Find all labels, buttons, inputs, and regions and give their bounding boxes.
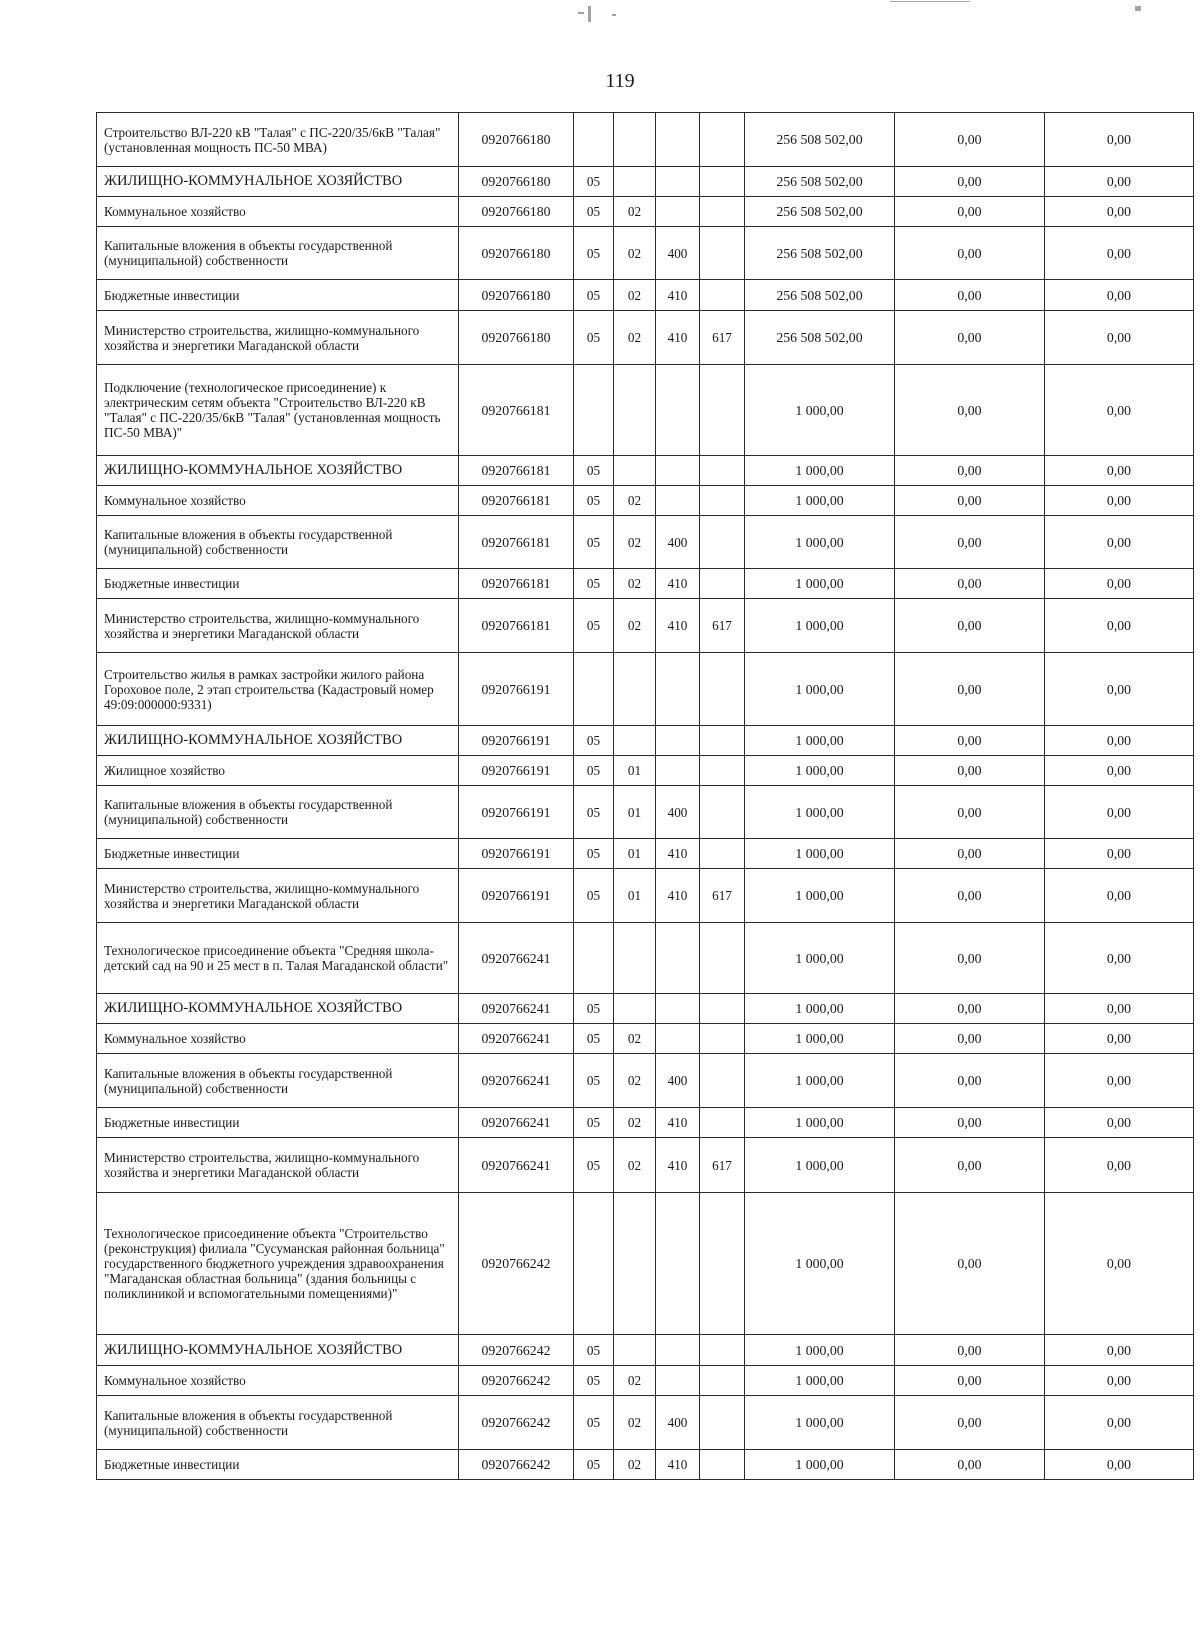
target-code: 0920766180 bbox=[459, 197, 574, 227]
manager-code: 617 bbox=[700, 311, 745, 365]
amount-year-3: 0,00 bbox=[1045, 113, 1194, 167]
amount-year-3: 0,00 bbox=[1045, 365, 1194, 456]
row-name: Министерство строительства, жилищно-коммунального хозяйства и энергетики Магаданской области bbox=[97, 599, 459, 653]
table-row bbox=[97, 653, 1194, 726]
table-row bbox=[97, 1193, 1194, 1335]
amount-year-1: 1 000,00 bbox=[745, 1450, 895, 1480]
amount-year-2: 0,00 bbox=[895, 1054, 1045, 1108]
target-code: 0920766242 bbox=[459, 1396, 574, 1450]
subsection-code bbox=[614, 923, 656, 994]
expense-type-code: 410 bbox=[656, 839, 700, 869]
row-name: Капитальные вложения в объекты государственной (муниципальной) собственности bbox=[97, 227, 459, 280]
subsection-code: 02 bbox=[614, 1024, 656, 1054]
expense-type-code: 400 bbox=[656, 227, 700, 280]
row-name: Технологическое присоединение объекта "Средняя школа-детский сад на 90 и 25 мест в п. Талая Магаданской области" bbox=[97, 923, 459, 994]
section-code: 05 bbox=[574, 1366, 614, 1396]
amount-year-3: 0,00 bbox=[1045, 869, 1194, 923]
section-code bbox=[574, 653, 614, 726]
table-row bbox=[97, 227, 1194, 280]
section-code: 05 bbox=[574, 786, 614, 839]
section-code: 05 bbox=[574, 486, 614, 516]
manager-code bbox=[700, 1108, 745, 1138]
amount-year-3: 0,00 bbox=[1045, 653, 1194, 726]
amount-year-2: 0,00 bbox=[895, 1193, 1045, 1335]
manager-code bbox=[700, 1450, 745, 1480]
expense-type-code: 410 bbox=[656, 569, 700, 599]
section-code: 05 bbox=[574, 197, 614, 227]
amount-year-2: 0,00 bbox=[895, 756, 1045, 786]
subsection-code: 02 bbox=[614, 227, 656, 280]
expense-type-code bbox=[656, 365, 700, 456]
manager-code bbox=[700, 1335, 745, 1366]
section-code: 05 bbox=[574, 456, 614, 486]
section-code bbox=[574, 923, 614, 994]
row-name: Коммунальное хозяйство bbox=[97, 486, 459, 516]
subsection-code bbox=[614, 1335, 656, 1366]
expense-type-code bbox=[656, 726, 700, 756]
row-name: Бюджетные инвестиции bbox=[97, 1450, 459, 1480]
row-name: Строительство ВЛ-220 кВ "Талая" с ПС-220/35/6кВ "Талая" (установленная мощность ПС-50 МВА) bbox=[97, 113, 459, 167]
amount-year-3: 0,00 bbox=[1045, 1193, 1194, 1335]
amount-year-3: 0,00 bbox=[1045, 923, 1194, 994]
table-row bbox=[97, 1396, 1194, 1450]
expense-type-code bbox=[656, 113, 700, 167]
section-code: 05 bbox=[574, 1138, 614, 1193]
amount-year-1: 1 000,00 bbox=[745, 786, 895, 839]
expense-type-code: 410 bbox=[656, 599, 700, 653]
target-code: 0920766241 bbox=[459, 923, 574, 994]
amount-year-2: 0,00 bbox=[895, 227, 1045, 280]
row-name: Бюджетные инвестиции bbox=[97, 1108, 459, 1138]
amount-year-2: 0,00 bbox=[895, 869, 1045, 923]
section-code: 05 bbox=[574, 227, 614, 280]
subsection-code: 02 bbox=[614, 1054, 656, 1108]
expense-type-code: 400 bbox=[656, 516, 700, 569]
row-name: Бюджетные инвестиции bbox=[97, 280, 459, 311]
expense-type-code bbox=[656, 756, 700, 786]
amount-year-3: 0,00 bbox=[1045, 786, 1194, 839]
section-code: 05 bbox=[574, 569, 614, 599]
section-code: 05 bbox=[574, 839, 614, 869]
expense-type-code: 400 bbox=[656, 1054, 700, 1108]
subsection-code: 02 bbox=[614, 311, 656, 365]
amount-year-2: 0,00 bbox=[895, 1366, 1045, 1396]
amount-year-2: 0,00 bbox=[895, 599, 1045, 653]
target-code: 0920766241 bbox=[459, 1054, 574, 1108]
section-code bbox=[574, 1193, 614, 1335]
amount-year-1: 1 000,00 bbox=[745, 486, 895, 516]
amount-year-3: 0,00 bbox=[1045, 1366, 1194, 1396]
target-code: 0920766181 bbox=[459, 456, 574, 486]
amount-year-1: 256 508 502,00 bbox=[745, 227, 895, 280]
subsection-code bbox=[614, 113, 656, 167]
manager-code bbox=[700, 726, 745, 756]
amount-year-2: 0,00 bbox=[895, 1108, 1045, 1138]
amount-year-3: 0,00 bbox=[1045, 1450, 1194, 1480]
row-name: Технологическое присоединение объекта "Строительство (реконструкция) филиала "Сусуманская районная больница" государственного бюджетного учреждения здравоохранения "Магаданская областная больница" (здания больницы с поликлиникой и вспомогательными помещениями)" bbox=[97, 1193, 459, 1335]
row-name: Бюджетные инвестиции bbox=[97, 839, 459, 869]
section-code: 05 bbox=[574, 1450, 614, 1480]
subsection-code bbox=[614, 1193, 656, 1335]
amount-year-2: 0,00 bbox=[895, 1138, 1045, 1193]
target-code: 0920766191 bbox=[459, 786, 574, 839]
manager-code bbox=[700, 786, 745, 839]
subsection-code: 02 bbox=[614, 197, 656, 227]
amount-year-3: 0,00 bbox=[1045, 1335, 1194, 1366]
amount-year-1: 256 508 502,00 bbox=[745, 311, 895, 365]
target-code: 0920766180 bbox=[459, 280, 574, 311]
amount-year-3: 0,00 bbox=[1045, 1024, 1194, 1054]
amount-year-1: 256 508 502,00 bbox=[745, 113, 895, 167]
table-row bbox=[97, 1108, 1194, 1138]
target-code: 0920766181 bbox=[459, 599, 574, 653]
target-code: 0920766242 bbox=[459, 1450, 574, 1480]
amount-year-2: 0,00 bbox=[895, 365, 1045, 456]
subsection-code bbox=[614, 365, 656, 456]
amount-year-1: 1 000,00 bbox=[745, 1193, 895, 1335]
table-row bbox=[97, 1024, 1194, 1054]
manager-code bbox=[700, 569, 745, 599]
amount-year-3: 0,00 bbox=[1045, 569, 1194, 599]
subsection-code: 02 bbox=[614, 1108, 656, 1138]
manager-code bbox=[700, 653, 745, 726]
amount-year-2: 0,00 bbox=[895, 311, 1045, 365]
row-name: Капитальные вложения в объекты государственной (муниципальной) собственности bbox=[97, 516, 459, 569]
amount-year-1: 1 000,00 bbox=[745, 839, 895, 869]
row-name: ЖИЛИЩНО-КОММУНАЛЬНОЕ ХОЗЯЙСТВО bbox=[97, 1335, 459, 1366]
section-code: 05 bbox=[574, 599, 614, 653]
amount-year-1: 1 000,00 bbox=[745, 599, 895, 653]
manager-code bbox=[700, 839, 745, 869]
amount-year-3: 0,00 bbox=[1045, 994, 1194, 1024]
row-name: Бюджетные инвестиции bbox=[97, 569, 459, 599]
scan-speck bbox=[588, 6, 591, 22]
subsection-code: 02 bbox=[614, 516, 656, 569]
expense-type-code bbox=[656, 653, 700, 726]
manager-code bbox=[700, 280, 745, 311]
row-name: Коммунальное хозяйство bbox=[97, 1366, 459, 1396]
amount-year-2: 0,00 bbox=[895, 839, 1045, 869]
amount-year-1: 256 508 502,00 bbox=[745, 197, 895, 227]
manager-code bbox=[700, 113, 745, 167]
target-code: 0920766191 bbox=[459, 726, 574, 756]
expense-type-code bbox=[656, 486, 700, 516]
scan-speck bbox=[578, 12, 584, 14]
amount-year-1: 1 000,00 bbox=[745, 869, 895, 923]
table-row bbox=[97, 869, 1194, 923]
manager-code bbox=[700, 1396, 745, 1450]
section-code: 05 bbox=[574, 516, 614, 569]
section-code: 05 bbox=[574, 1024, 614, 1054]
manager-code bbox=[700, 923, 745, 994]
amount-year-1: 1 000,00 bbox=[745, 653, 895, 726]
subsection-code bbox=[614, 456, 656, 486]
target-code: 0920766191 bbox=[459, 869, 574, 923]
expense-type-code: 410 bbox=[656, 1138, 700, 1193]
section-code bbox=[574, 113, 614, 167]
expense-type-code: 400 bbox=[656, 786, 700, 839]
target-code: 0920766181 bbox=[459, 516, 574, 569]
target-code: 0920766241 bbox=[459, 1138, 574, 1193]
section-code: 05 bbox=[574, 280, 614, 311]
target-code: 0920766241 bbox=[459, 1024, 574, 1054]
subsection-code: 02 bbox=[614, 569, 656, 599]
manager-code bbox=[700, 227, 745, 280]
subsection-code: 02 bbox=[614, 1450, 656, 1480]
expense-type-code: 410 bbox=[656, 1108, 700, 1138]
amount-year-1: 1 000,00 bbox=[745, 1054, 895, 1108]
table-row bbox=[97, 599, 1194, 653]
expense-type-code bbox=[656, 1335, 700, 1366]
amount-year-2: 0,00 bbox=[895, 486, 1045, 516]
section-code: 05 bbox=[574, 167, 614, 197]
manager-code bbox=[700, 1054, 745, 1108]
amount-year-1: 1 000,00 bbox=[745, 1108, 895, 1138]
scan-speck bbox=[1135, 6, 1141, 11]
amount-year-2: 0,00 bbox=[895, 786, 1045, 839]
manager-code: 617 bbox=[700, 1138, 745, 1193]
table-row bbox=[97, 1450, 1194, 1480]
manager-code bbox=[700, 994, 745, 1024]
amount-year-2: 0,00 bbox=[895, 456, 1045, 486]
table-row bbox=[97, 756, 1194, 786]
target-code: 0920766181 bbox=[459, 569, 574, 599]
expense-type-code bbox=[656, 994, 700, 1024]
manager-code: 617 bbox=[700, 869, 745, 923]
amount-year-2: 0,00 bbox=[895, 994, 1045, 1024]
table-row bbox=[97, 786, 1194, 839]
amount-year-2: 0,00 bbox=[895, 1450, 1045, 1480]
amount-year-3: 0,00 bbox=[1045, 227, 1194, 280]
amount-year-1: 256 508 502,00 bbox=[745, 167, 895, 197]
expense-type-code bbox=[656, 167, 700, 197]
table-row bbox=[97, 839, 1194, 869]
subsection-code: 02 bbox=[614, 599, 656, 653]
subsection-code: 02 bbox=[614, 1138, 656, 1193]
amount-year-2: 0,00 bbox=[895, 1396, 1045, 1450]
subsection-code bbox=[614, 994, 656, 1024]
table-row bbox=[97, 1138, 1194, 1193]
subsection-code: 02 bbox=[614, 280, 656, 311]
row-name: Капитальные вложения в объекты государственной (муниципальной) собственности bbox=[97, 1054, 459, 1108]
row-name: Коммунальное хозяйство bbox=[97, 1024, 459, 1054]
table-row bbox=[97, 113, 1194, 167]
section-code: 05 bbox=[574, 1335, 614, 1366]
expense-type-code: 400 bbox=[656, 1396, 700, 1450]
amount-year-3: 0,00 bbox=[1045, 167, 1194, 197]
table-row bbox=[97, 365, 1194, 456]
amount-year-2: 0,00 bbox=[895, 197, 1045, 227]
amount-year-3: 0,00 bbox=[1045, 486, 1194, 516]
subsection-code: 01 bbox=[614, 839, 656, 869]
table-row bbox=[97, 456, 1194, 486]
table-row bbox=[97, 167, 1194, 197]
section-code: 05 bbox=[574, 1108, 614, 1138]
scan-speck bbox=[612, 14, 616, 16]
table-row bbox=[97, 923, 1194, 994]
amount-year-3: 0,00 bbox=[1045, 456, 1194, 486]
amount-year-2: 0,00 bbox=[895, 113, 1045, 167]
manager-code bbox=[700, 1366, 745, 1396]
table-row bbox=[97, 311, 1194, 365]
amount-year-1: 256 508 502,00 bbox=[745, 280, 895, 311]
amount-year-2: 0,00 bbox=[895, 1335, 1045, 1366]
amount-year-3: 0,00 bbox=[1045, 1108, 1194, 1138]
target-code: 0920766180 bbox=[459, 311, 574, 365]
target-code: 0920766191 bbox=[459, 839, 574, 869]
manager-code bbox=[700, 1193, 745, 1335]
subsection-code: 01 bbox=[614, 786, 656, 839]
amount-year-1: 1 000,00 bbox=[745, 994, 895, 1024]
subsection-code: 02 bbox=[614, 486, 656, 516]
amount-year-3: 0,00 bbox=[1045, 839, 1194, 869]
row-name: Министерство строительства, жилищно-коммунального хозяйства и энергетики Магаданской области bbox=[97, 869, 459, 923]
expense-type-code: 410 bbox=[656, 311, 700, 365]
expense-type-code bbox=[656, 1366, 700, 1396]
amount-year-3: 0,00 bbox=[1045, 311, 1194, 365]
table-row bbox=[97, 994, 1194, 1024]
amount-year-1: 1 000,00 bbox=[745, 1396, 895, 1450]
row-name: ЖИЛИЩНО-КОММУНАЛЬНОЕ ХОЗЯЙСТВО bbox=[97, 456, 459, 486]
row-name: Министерство строительства, жилищно-коммунального хозяйства и энергетики Магаданской области bbox=[97, 1138, 459, 1193]
amount-year-1: 1 000,00 bbox=[745, 569, 895, 599]
section-code bbox=[574, 365, 614, 456]
amount-year-3: 0,00 bbox=[1045, 1396, 1194, 1450]
section-code: 05 bbox=[574, 726, 614, 756]
row-name: Строительство жилья в рамках застройки жилого района Гороховое поле, 2 этап строительства (Кадастровый номер 49:09:000000:9331) bbox=[97, 653, 459, 726]
amount-year-2: 0,00 bbox=[895, 516, 1045, 569]
table-row bbox=[97, 486, 1194, 516]
amount-year-2: 0,00 bbox=[895, 923, 1045, 994]
manager-code bbox=[700, 167, 745, 197]
amount-year-1: 1 000,00 bbox=[745, 1335, 895, 1366]
section-code: 05 bbox=[574, 311, 614, 365]
amount-year-3: 0,00 bbox=[1045, 516, 1194, 569]
manager-code: 617 bbox=[700, 599, 745, 653]
row-name: Коммунальное хозяйство bbox=[97, 197, 459, 227]
expense-type-code: 410 bbox=[656, 1450, 700, 1480]
row-name: ЖИЛИЩНО-КОММУНАЛЬНОЕ ХОЗЯЙСТВО bbox=[97, 167, 459, 197]
expense-type-code bbox=[656, 197, 700, 227]
amount-year-1: 1 000,00 bbox=[745, 1138, 895, 1193]
section-code: 05 bbox=[574, 869, 614, 923]
target-code: 0920766241 bbox=[459, 1108, 574, 1138]
row-name: Капитальные вложения в объекты государственной (муниципальной) собственности bbox=[97, 1396, 459, 1450]
row-name: Жилищное хозяйство bbox=[97, 756, 459, 786]
manager-code bbox=[700, 456, 745, 486]
section-code: 05 bbox=[574, 1054, 614, 1108]
amount-year-1: 1 000,00 bbox=[745, 365, 895, 456]
amount-year-1: 1 000,00 bbox=[745, 756, 895, 786]
subsection-code bbox=[614, 726, 656, 756]
amount-year-2: 0,00 bbox=[895, 653, 1045, 726]
amount-year-2: 0,00 bbox=[895, 569, 1045, 599]
row-name: ЖИЛИЩНО-КОММУНАЛЬНОЕ ХОЗЯЙСТВО bbox=[97, 726, 459, 756]
table-row bbox=[97, 726, 1194, 756]
amount-year-2: 0,00 bbox=[895, 280, 1045, 311]
table-row bbox=[97, 569, 1194, 599]
amount-year-3: 0,00 bbox=[1045, 726, 1194, 756]
amount-year-1: 1 000,00 bbox=[745, 1366, 895, 1396]
expense-type-code bbox=[656, 923, 700, 994]
table-row bbox=[97, 1335, 1194, 1366]
amount-year-1: 1 000,00 bbox=[745, 456, 895, 486]
target-code: 0920766191 bbox=[459, 653, 574, 726]
subsection-code bbox=[614, 167, 656, 197]
expense-type-code: 410 bbox=[656, 869, 700, 923]
manager-code bbox=[700, 756, 745, 786]
amount-year-3: 0,00 bbox=[1045, 756, 1194, 786]
table-row bbox=[97, 280, 1194, 311]
amount-year-2: 0,00 bbox=[895, 167, 1045, 197]
subsection-code: 01 bbox=[614, 869, 656, 923]
budget-table bbox=[96, 112, 1194, 1480]
amount-year-3: 0,00 bbox=[1045, 599, 1194, 653]
target-code: 0920766242 bbox=[459, 1366, 574, 1396]
row-name: ЖИЛИЩНО-КОММУНАЛЬНОЕ ХОЗЯЙСТВО bbox=[97, 994, 459, 1024]
target-code: 0920766180 bbox=[459, 113, 574, 167]
table-row bbox=[97, 197, 1194, 227]
subsection-code: 02 bbox=[614, 1396, 656, 1450]
target-code: 0920766180 bbox=[459, 167, 574, 197]
table-row bbox=[97, 1054, 1194, 1108]
subsection-code: 01 bbox=[614, 756, 656, 786]
manager-code bbox=[700, 1024, 745, 1054]
manager-code bbox=[700, 486, 745, 516]
section-code: 05 bbox=[574, 994, 614, 1024]
section-code: 05 bbox=[574, 756, 614, 786]
manager-code bbox=[700, 197, 745, 227]
amount-year-1: 1 000,00 bbox=[745, 516, 895, 569]
row-name: Подключение (технологическое присоединение) к электрическим сетям объекта "Строительство ВЛ-220 кВ "Талая" с ПС-220/35/6кВ "Талая" (установленная мощность ПС-50 МВА)" bbox=[97, 365, 459, 456]
page-number: 119 bbox=[605, 70, 635, 92]
manager-code bbox=[700, 516, 745, 569]
target-code: 0920766242 bbox=[459, 1193, 574, 1335]
subsection-code bbox=[614, 653, 656, 726]
row-name: Капитальные вложения в объекты государственной (муниципальной) собственности bbox=[97, 786, 459, 839]
amount-year-3: 0,00 bbox=[1045, 280, 1194, 311]
expense-type-code bbox=[656, 1024, 700, 1054]
expense-type-code bbox=[656, 456, 700, 486]
row-name: Министерство строительства, жилищно-коммунального хозяйства и энергетики Магаданской области bbox=[97, 311, 459, 365]
expense-type-code: 410 bbox=[656, 280, 700, 311]
subsection-code: 02 bbox=[614, 1366, 656, 1396]
target-code: 0920766241 bbox=[459, 994, 574, 1024]
table-row bbox=[97, 516, 1194, 569]
target-code: 0920766181 bbox=[459, 486, 574, 516]
amount-year-2: 0,00 bbox=[895, 1024, 1045, 1054]
amount-year-3: 0,00 bbox=[1045, 197, 1194, 227]
section-code: 05 bbox=[574, 1396, 614, 1450]
amount-year-1: 1 000,00 bbox=[745, 923, 895, 994]
amount-year-3: 0,00 bbox=[1045, 1054, 1194, 1108]
target-code: 0920766181 bbox=[459, 365, 574, 456]
amount-year-2: 0,00 bbox=[895, 726, 1045, 756]
manager-code bbox=[700, 365, 745, 456]
scan-speck bbox=[890, 1, 970, 2]
amount-year-1: 1 000,00 bbox=[745, 726, 895, 756]
target-code: 0920766191 bbox=[459, 756, 574, 786]
target-code: 0920766242 bbox=[459, 1335, 574, 1366]
amount-year-3: 0,00 bbox=[1045, 1138, 1194, 1193]
expense-type-code bbox=[656, 1193, 700, 1335]
amount-year-1: 1 000,00 bbox=[745, 1024, 895, 1054]
target-code: 0920766180 bbox=[459, 227, 574, 280]
table-row bbox=[97, 1366, 1194, 1396]
